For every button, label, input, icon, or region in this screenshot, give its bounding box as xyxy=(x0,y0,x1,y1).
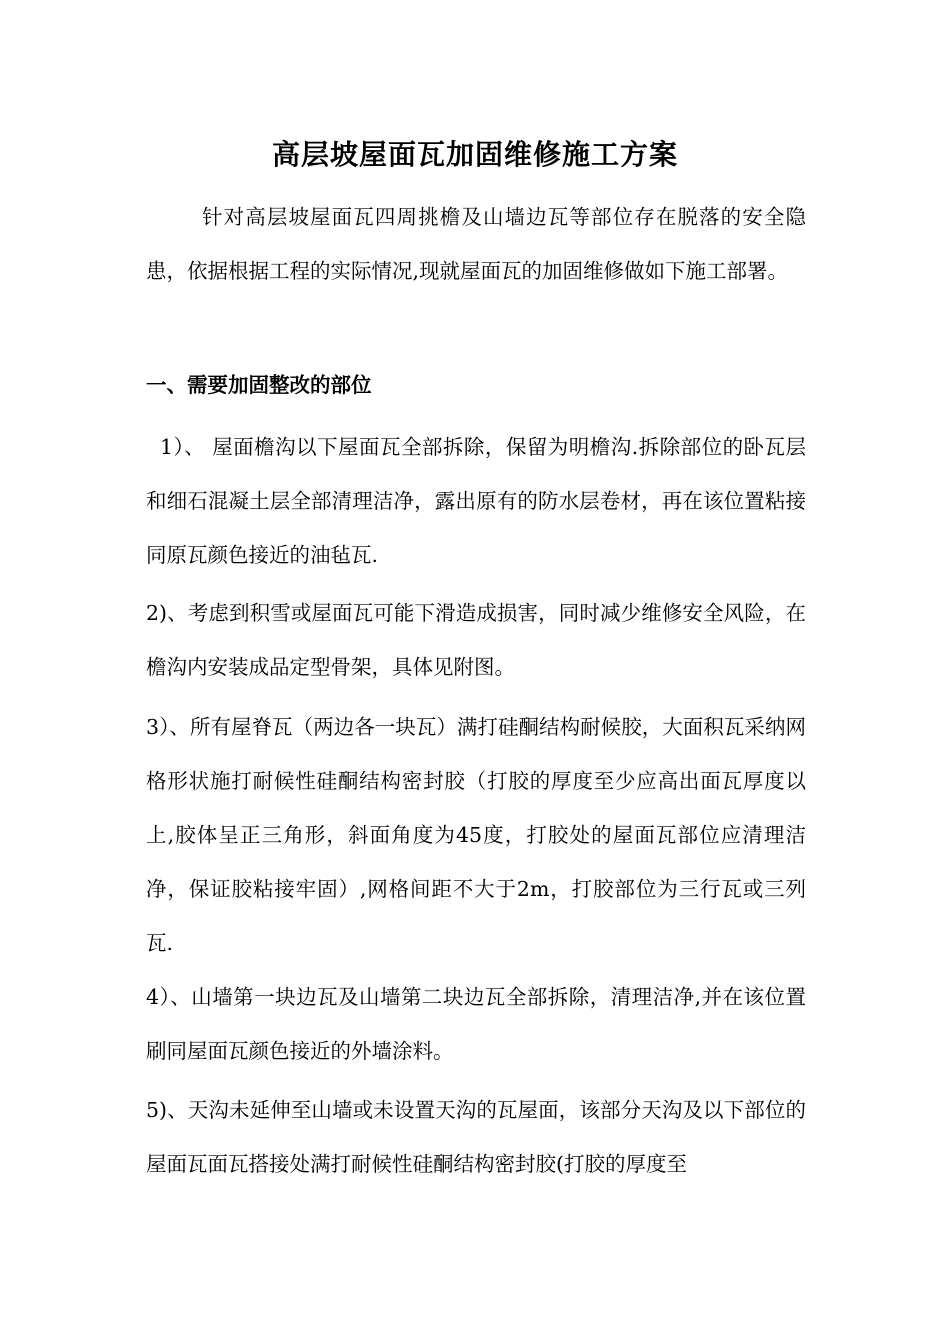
list-item-3: 3）、所有屋脊瓦（两边各一块瓦）满打硅酮结构耐候胶，大面积瓦采纳网格形状施打耐候性硅酮结构密封胶（打胶的厚度至少应高出面瓦厚度以上,胶体呈正三角形，斜面角度为45度，打胶处的屋面瓦部位应清理洁净，保证胶粘接牢固）,网格间距不大于2m，打胶部位为三行瓦或三列瓦. xyxy=(146,715,806,955)
list-item-4: 4）、山墙第一块边瓦及山墙第二块边瓦全部拆除，清理洁净,并在该位置刷同屋面瓦颜色接近的外墙涂料。 xyxy=(146,985,806,1063)
list-item-1: 1）、 屋面檐沟以下屋面瓦全部拆除，保留为明檐沟.拆除部位的卧瓦层和细石混凝土层全部清理洁净，露出原有的防水层卷材，再在该位置粘接同原瓦颜色接近的油毡瓦. xyxy=(146,435,806,567)
intro-paragraph: 针对高层坡屋面瓦四周挑檐及山墙边瓦等部位存在脱落的安全隐患，依据根据工程的实际情况,现就屋面瓦的加固维修做如下施工部署。 xyxy=(146,205,806,283)
document-title: 高层坡屋面瓦加固维修施工方案 xyxy=(271,138,678,171)
list-item-5: 5)、天沟未延伸至山墙或未设置天沟的瓦屋面，该部分天沟及以下部位的屋面瓦面瓦搭接处满打耐候性硅酮结构密封胶(打胶的厚度至 xyxy=(146,1098,806,1176)
list-item-2: 2)、考虑到积雪或屋面瓦可能下滑造成损害，同时减少维修安全风险，在檐沟内安装成品定型骨架，具体见附图。 xyxy=(146,601,806,679)
section-heading: 一、需要加固整改的部位 xyxy=(146,373,372,397)
